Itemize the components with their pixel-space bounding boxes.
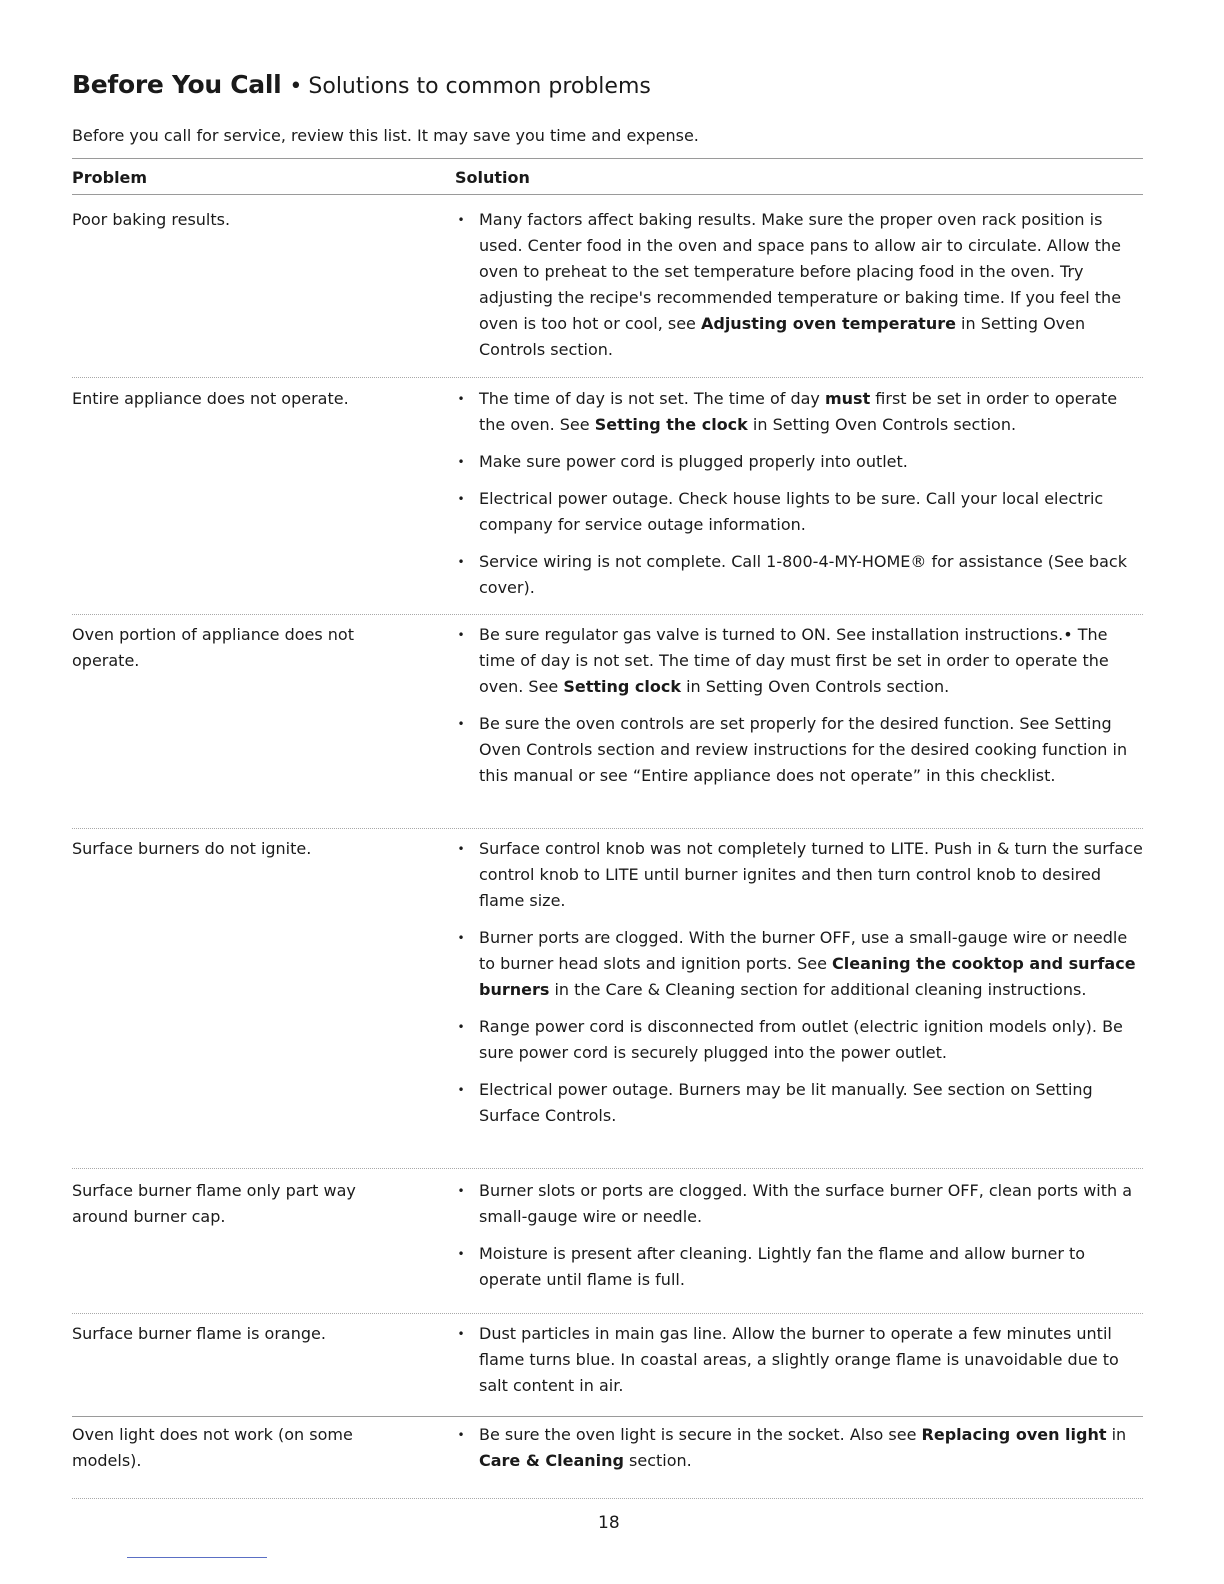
footer-mark-line — [127, 1557, 267, 1558]
header-top-rule — [72, 158, 1143, 159]
row-divider — [72, 377, 1143, 378]
bullet-icon: • — [457, 492, 465, 506]
solution-item — [455, 711, 1143, 789]
solution-item — [455, 449, 1143, 475]
page-number: 18 — [598, 1513, 620, 1533]
title-separator: • — [289, 74, 303, 99]
page-title — [72, 70, 651, 99]
solution-text: Electrical power outage. Burners may be lit manually. See section on Setting Surface Controls. — [479, 1080, 1093, 1125]
intro-text: Before you call for service, review this list. It may save you time and expense. — [72, 126, 699, 145]
row-divider — [72, 614, 1143, 615]
solution-text: in Setting Oven Controls section. — [747, 415, 1017, 434]
row-divider — [72, 828, 1143, 829]
solution-item — [455, 549, 1143, 601]
problem-cell: Surface burners do not ignite. — [72, 839, 312, 858]
solution-cell — [455, 622, 1143, 800]
bullet-icon: • — [457, 1428, 465, 1442]
bullet-icon: • — [457, 717, 465, 731]
solution-cell — [455, 1321, 1143, 1410]
solution-item — [455, 207, 1143, 363]
solution-text: Service wiring is not complete. Call 1-800-4-MY-HOME® for assistance (See back cover). — [479, 552, 1127, 597]
solution-text: Surface control knob was not completely turned to LITE. Push in & turn the surface control knob to LITE until burner ignites and then turn control knob to desired flame size. — [479, 839, 1143, 910]
solution-item — [455, 1422, 1143, 1474]
problem-cell: Oven portion of appliance does not operate. — [72, 625, 354, 670]
problem-cell: Surface burner flame is orange. — [72, 1324, 326, 1343]
problem-cell: Oven light does not work (on some models). — [72, 1425, 353, 1470]
solution-text: Dust particles in main gas line. Allow the burner to operate a few minutes until flame turns blue. In coastal areas, a slightly orange flame is unavoidable due to salt content in air. — [479, 1324, 1119, 1395]
solution-text: Be sure the oven light is secure in the socket. Also see — [479, 1425, 922, 1444]
solution-cell — [455, 1422, 1143, 1485]
solution-item — [455, 925, 1143, 1003]
problem-column-header: Problem — [72, 168, 148, 187]
solution-text: Many factors affect baking results. Make sure the proper oven rack position is used. Center food in the oven and space pans to allow air to circulate. Allow the oven to preheat to the set temperature before placing food in the oven. Try adjusting the recipe's recommended temperature or baking time. If you feel the oven is too hot or cool, see — [479, 210, 1122, 333]
solution-emphasis: Cleaning the cooktop and surface burners — [479, 954, 1136, 999]
solution-item — [455, 386, 1143, 438]
solution-text: Burner ports are clogged. With the burner OFF, use a small-gauge wire or needle to burner head slots and ignition ports. See — [479, 928, 1128, 973]
bullet-icon: • — [457, 842, 465, 856]
table-bottom-rule — [72, 1498, 1143, 1499]
solution-cell — [455, 1178, 1143, 1304]
solution-text: Make sure power cord is plugged properly into outlet. — [479, 452, 908, 471]
solution-emphasis: Care & Cleaning — [479, 1451, 624, 1470]
bullet-icon: • — [457, 1020, 465, 1034]
bullet-icon: • — [457, 1327, 465, 1341]
solution-text: first be set in order to operate the oven. See — [479, 389, 1118, 434]
solution-cell — [455, 386, 1143, 612]
solution-text: Moisture is present after cleaning. Lightly fan the flame and allow burner to operate until flame is full. — [479, 1244, 1086, 1289]
bullet-icon: • — [457, 455, 465, 469]
header-bottom-rule — [72, 194, 1143, 195]
solution-item — [455, 486, 1143, 538]
solution-text: in the Care & Cleaning section for additional cleaning instructions. — [549, 980, 1087, 999]
solution-text: section. — [623, 1451, 692, 1470]
bullet-icon: • — [457, 1083, 465, 1097]
bullet-icon: • — [457, 931, 465, 945]
title-subtitle: Solutions to common problems — [308, 74, 651, 99]
solution-text: Be sure regulator gas valve is turned to ON. See installation instructions.• The time of day is not set. The time of day must first be set in order to operate the oven. See — [479, 625, 1109, 696]
solution-item — [455, 1321, 1143, 1399]
solution-text: The time of day is not set. The time of day — [479, 389, 825, 408]
solution-text: in — [1106, 1425, 1127, 1444]
bullet-icon: • — [457, 628, 465, 642]
solution-emphasis: must — [824, 389, 871, 408]
title-bold: Before You Call — [72, 70, 282, 99]
bullet-icon: • — [457, 213, 465, 227]
row-divider — [72, 1416, 1143, 1417]
solution-cell — [455, 836, 1143, 1140]
bullet-icon: • — [457, 1247, 465, 1261]
solution-column-header: Solution — [455, 168, 530, 187]
solution-text: in Setting Oven Controls section. — [681, 677, 950, 696]
solution-emphasis: Adjusting oven temperature — [700, 314, 956, 333]
solution-emphasis: Setting clock — [563, 677, 681, 696]
solution-cell — [455, 207, 1143, 374]
solution-text: Be sure the oven controls are set properly for the desired function. See Setting Oven Controls section and review instructions for the desired cooking function in this manual or see “Entire appliance does not operate” in this checklist. — [479, 714, 1128, 785]
solution-text: Electrical power outage. Check house lights to be sure. Call your local electric company for service outage information. — [479, 489, 1104, 534]
problem-cell: Poor baking results. — [72, 210, 231, 229]
problem-cell: Entire appliance does not operate. — [72, 389, 349, 408]
bullet-icon: • — [457, 555, 465, 569]
bullet-icon: • — [457, 1184, 465, 1198]
row-divider — [72, 1168, 1143, 1169]
solution-text: Burner slots or ports are clogged. With the surface burner OFF, clean ports with a small-gauge wire or needle. — [479, 1181, 1133, 1226]
solution-item — [455, 622, 1143, 700]
problem-cell: Surface burner flame only part way around burner cap. — [72, 1181, 356, 1226]
solution-item — [455, 1014, 1143, 1066]
solution-emphasis: Replacing oven light — [921, 1425, 1107, 1444]
solution-item — [455, 1241, 1143, 1293]
solution-item — [455, 1077, 1143, 1129]
row-divider — [72, 1313, 1143, 1314]
solution-text: Range power cord is disconnected from outlet (electric ignition models only). Be sure power cord is securely plugged into the power outlet. — [479, 1017, 1123, 1062]
solution-item — [455, 836, 1143, 914]
solution-emphasis: Setting the clock — [594, 415, 748, 434]
solution-text: in Setting Oven Controls section. — [479, 314, 1086, 359]
solution-item — [455, 1178, 1143, 1230]
bullet-icon: • — [457, 392, 465, 406]
